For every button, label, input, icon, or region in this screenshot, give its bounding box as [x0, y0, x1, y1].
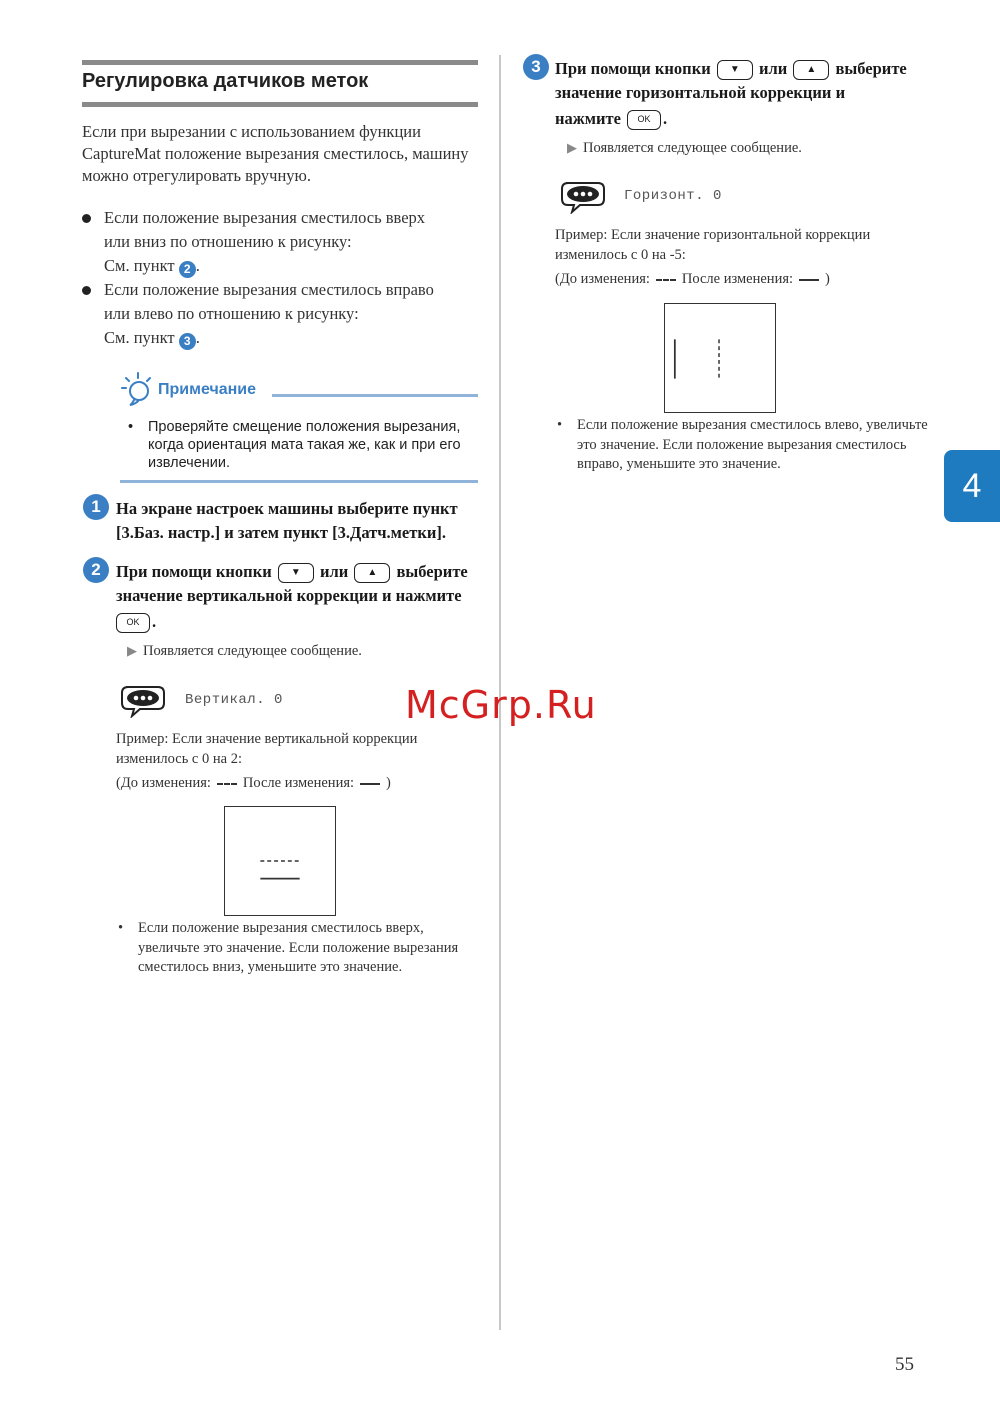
step-ref-badge[interactable]: 3: [179, 333, 196, 350]
message-bubble-icon: [120, 684, 166, 718]
watermark: McGrp.Ru: [405, 683, 597, 727]
list-item: • Если положение вырезания сместилось вверх, увеличьте это значение. Если положение вырезания сместилось вниз, уменьшите это значение.: [118, 920, 459, 975]
dashed-line-sample: [656, 279, 676, 281]
page-number: 55: [895, 1354, 914, 1375]
dashed-line-sample: [217, 783, 237, 785]
note-item: • Проверяйте смещение положения вырезания, когда ориентация мата такая же, как и при его извлечении.: [128, 419, 461, 471]
lcd-message: Вертикал. 0: [185, 692, 283, 708]
legend: (До изменения: После изменения: ): [555, 271, 830, 287]
ok-button[interactable]: OK: [627, 110, 661, 130]
step-2-badge: 2: [83, 557, 109, 583]
step-1-badge: 1: [83, 494, 109, 520]
bullet-line: или влево по отношению к рисунку:: [104, 304, 359, 323]
step-ref-badge[interactable]: 2: [179, 261, 196, 278]
note-bullet: •: [128, 419, 134, 435]
list-item: • Если положение вырезания сместилось влево, увеличьте это значение. Если положение вырезания сместилось вправо, уменьшите это значение.: [557, 417, 928, 472]
legend: (До изменения: После изменения: ): [116, 775, 391, 791]
up-arrow-button[interactable]: ▲: [354, 563, 390, 583]
step-3-result: ▶ Появляется следующее сообщение.: [567, 140, 802, 156]
step-3-text: При помощи кнопки ▼ или ▲ выберите значение горизонтальной коррекции и нажмите OK .: [555, 57, 935, 131]
bullet-reference: См. пункт 2 .: [104, 256, 200, 276]
step-3-badge: 3: [523, 54, 549, 80]
step-1-text: На экране настроек машины выберите пункт [3.Баз. настр.] и затем пункт [3.Датч.метки].: [116, 499, 458, 542]
solid-line-sample: [360, 783, 380, 785]
bullet-reference: См. пункт 3 .: [104, 328, 200, 348]
horizontal-offset-diagram: [664, 303, 776, 413]
result-arrow-icon: ▶: [567, 140, 577, 155]
section-title: Регулировка датчиков меток: [82, 70, 369, 92]
note-title: Примечание: [158, 381, 257, 398]
step-2-text: При помощи кнопки ▼ или ▲ выберите значение вертикальной коррекции и нажмите OK .: [116, 560, 486, 634]
ok-button[interactable]: OK: [116, 613, 150, 633]
solid-line-sample: [799, 279, 819, 281]
tip-bullet: •: [557, 417, 563, 433]
lcd-message: Горизонт. 0: [624, 188, 722, 204]
step-2-tip: [116, 919, 486, 978]
list-item: [82, 278, 482, 350]
step-3-example: Пример: Если значение горизонтальной коррекции изменилось с 0 на -5: (До изменения: После изменения: ): [555, 225, 935, 289]
down-arrow-button[interactable]: ▼: [278, 563, 314, 583]
step-3-tip: [555, 416, 935, 475]
title-rule-top: [82, 60, 478, 65]
vertical-offset-diagram: [224, 806, 336, 916]
lightbulb-icon: [120, 371, 156, 407]
note-rule-top: [272, 394, 478, 397]
bullet-line: или вниз по отношению к рисунку:: [104, 232, 352, 251]
tip-bullet: •: [118, 920, 124, 936]
result-arrow-icon: ▶: [127, 643, 137, 658]
intro-paragraph: Если при вырезании с использованием функции CaptureMat положение вырезания сместилось, машину можно отрегулировать вручную.: [82, 122, 469, 185]
message-bubble-icon: [560, 180, 606, 214]
bullet-dot: [82, 214, 91, 223]
note-rule-bottom: [120, 480, 478, 483]
up-arrow-button[interactable]: ▲: [793, 60, 829, 80]
step-2-result: ▶ Появляется следующее сообщение.: [127, 643, 362, 659]
list-item: [82, 206, 482, 278]
step-2-example: Пример: Если значение вертикальной коррекции изменилось с 0 на 2: (До изменения: После изменения: ): [116, 729, 486, 793]
down-arrow-button[interactable]: ▼: [717, 60, 753, 80]
title-rule-bottom: [82, 102, 478, 107]
note-body: [124, 418, 480, 472]
bullet-line: Если положение вырезания сместилось вверх: [104, 208, 426, 227]
chapter-tab[interactable]: 4: [944, 450, 1000, 522]
bullet-dot: [82, 286, 91, 295]
bullet-line: Если положение вырезания сместилось вправо: [104, 280, 434, 299]
bullet-list: [82, 206, 482, 350]
